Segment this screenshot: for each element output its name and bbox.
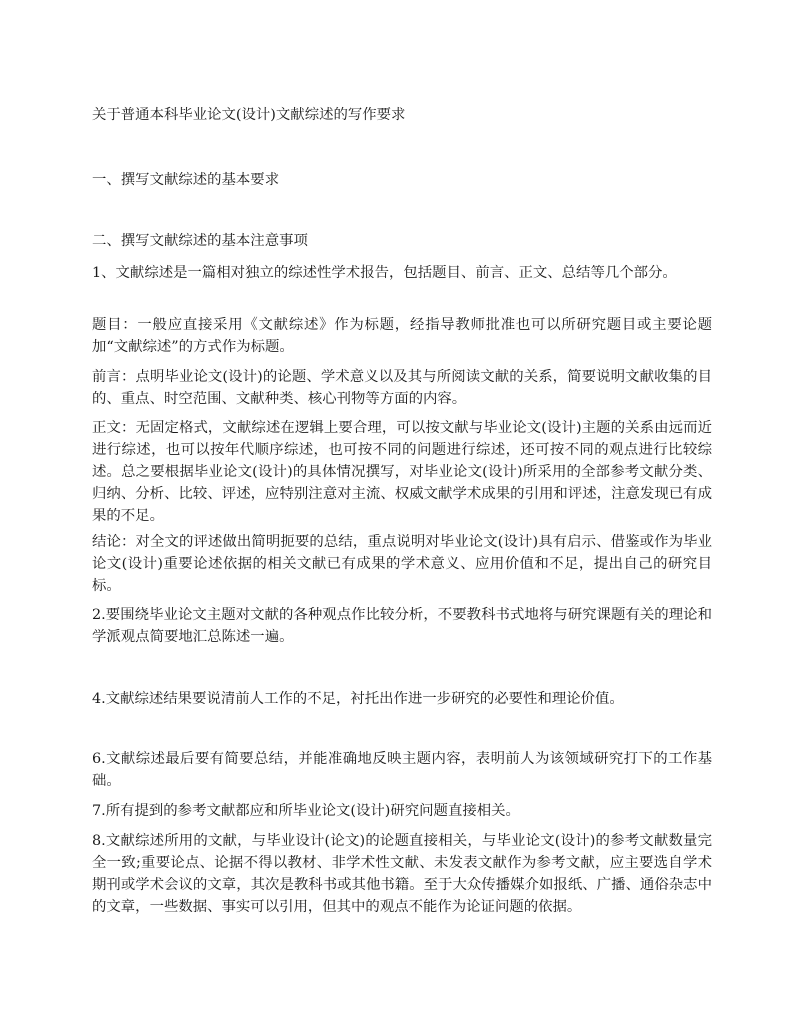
paragraph-title: 题目：一般应直接采用《文献综述》作为标题，经指导教师批准也可以所研究题目或主要论题加“文献综述”的方式作为标题。 — [92, 317, 712, 355]
section-heading-basic-requirements: 一、撰写文献综述的基本要求 — [92, 172, 280, 188]
paragraph-item-7: 7.所有提到的参考文献都应和所毕业论文(设计)研究问题直接相关。 — [92, 803, 520, 819]
paragraph-item-2: 2.要围绕毕业论文主题对文献的各种观点作比较分析，不要教科书式地将与研究课题有关的理论和学派观点简要地汇总陈述一遍。 — [92, 607, 712, 645]
paragraph-item-6: 6.文献综述最后要有简要总结，并能准确地反映主题内容，表明前人为该领域研究打下的工作基础。 — [92, 751, 712, 789]
document-title: 关于普通本科毕业论文(设计)文献综述的写作要求 — [92, 107, 406, 123]
paragraph-item-8: 8.文献综述所用的文献，与毕业设计(论文)的论题直接相关，与毕业论文(设计)的参考文献数量完全一致;重要论点、论据不得以教材、非学术性文献、未发表文献作为参考文献，应主要选自学术期刊或学术会议的文章，其次是教科书或其他书籍。至于大众传播媒介如报纸、广播、通俗杂志中的文章，一些数据、事实可以引用，但其中的观点不能作为论证问题的依据。 — [92, 833, 712, 915]
section-heading-notes: 二、撰写文献综述的基本注意事项 — [92, 233, 308, 249]
paragraph-item-4: 4.文献综述结果要说清前人工作的不足，衬托出作进一步研究的必要性和理论价值。 — [92, 691, 624, 707]
paragraph-conclusion: 结论：对全文的评述做出简明扼要的总结，重点说明对毕业论文(设计)具有启示、借鉴或作为毕业论文(设计)重要论述依据的相关文献已有成果的学术意义、应用价值和不足，提出自己的研究目标。 — [92, 534, 712, 594]
paragraph-preface: 前言：点明毕业论文(设计)的论题、学术意义以及其与所阅读文献的关系，简要说明文献收集的目的、重点、时空范围、文献种类、核心刊物等方面的内容。 — [92, 369, 712, 407]
paragraph-body: 正文：无固定格式，文献综述在逻辑上要合理，可以按文献与毕业论文(设计)主题的关系由远而近进行综述，也可以按年代顺序综述，也可按不同的问题进行综述，还可按不同的观点进行比较综述。总之要根据毕业论文(设计)的具体情况撰写，对毕业论文(设计)所采用的全部参考文献分类、归纳、分析、比较、评述，应特别注意对主流、权威文献学术成果的引用和评述，注意发现已有成果的不足。 — [92, 420, 712, 524]
paragraph-structure: 1、文献综述是一篇相对独立的综述性学术报告，包括题目、前言、正文、总结等几个部分。 — [92, 265, 677, 281]
